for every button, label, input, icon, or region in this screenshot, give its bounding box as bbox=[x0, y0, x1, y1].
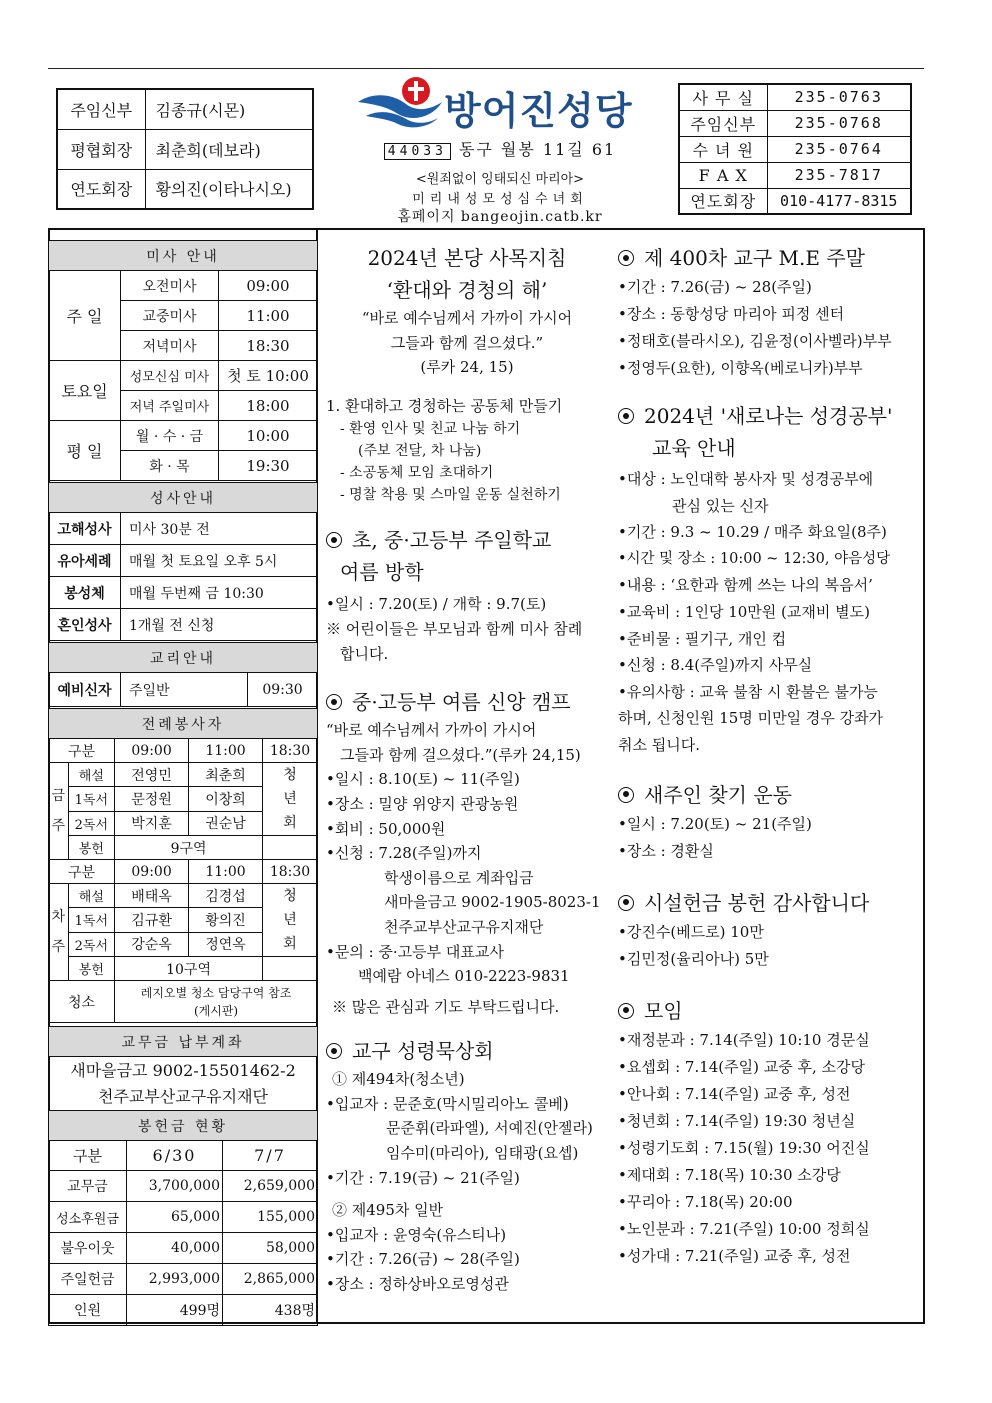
owner-title: 새주인 찾기 운동 bbox=[644, 782, 792, 807]
retreat-item: •기간 : 7.19(금) ~ 21(주일) bbox=[326, 1168, 520, 1187]
me-title: 제 400차 교구 M.E 주말 bbox=[644, 246, 865, 270]
account-number: 새마을금고 9002-15501462-2 bbox=[70, 1060, 296, 1080]
school-title: 초, 중·고등부 주일학교 bbox=[352, 528, 552, 553]
pastoral-item: 1. 환대하고 경청하는 공동체 만들기 bbox=[326, 396, 563, 415]
staff-role: 평협회장 bbox=[57, 129, 145, 169]
camp-item: 학생이름으로 계좌입금 bbox=[384, 868, 534, 887]
meeting-item: •요셉회 : 7.14(주일) 교중 후, 소강당 bbox=[618, 1057, 866, 1076]
retreat-item: •입교자 : 문준호(막시밀리아노 콜베) bbox=[326, 1094, 569, 1113]
cleaning-text: 레지오별 청소 담당구역 참조 bbox=[140, 985, 292, 1000]
account-section-title: 교무금 납부계좌 bbox=[49, 1027, 318, 1057]
liturgy-head: 구분 bbox=[49, 739, 115, 763]
camp-quote: 그들과 함께 걸으셨다.”(루카 24,15) bbox=[340, 745, 581, 764]
mass-table bbox=[48, 240, 318, 481]
camp-item: 백예람 아네스 010-2223-9831 bbox=[358, 967, 570, 986]
postal-code: 44033 bbox=[384, 143, 451, 160]
liturgy-head: 11:00 bbox=[189, 860, 263, 884]
mass-section-title: 미사 안내 bbox=[49, 241, 318, 271]
camp-item: •장소 : 밀양 위양지 관광농원 bbox=[326, 794, 519, 813]
offering-area: 10구역 bbox=[115, 957, 263, 981]
offering-amount: 2,993,000 bbox=[127, 1264, 223, 1295]
offering-label: 불우이웃 bbox=[49, 1233, 127, 1264]
mass-name: 교중미사 bbox=[121, 301, 219, 331]
camp-item: •일시 : 8.10(토) ~ 11(주일) bbox=[326, 770, 520, 789]
sacrament-name: 유아세례 bbox=[49, 545, 121, 577]
bible-title-2: 교육 안내 bbox=[652, 436, 736, 460]
address-text: 동구 월봉 11길 61 bbox=[458, 140, 617, 159]
meeting-item: •성가대 : 7.21(주일) 교중 후, 성전 bbox=[618, 1246, 851, 1265]
subtitle-mary: <원죄없이 잉태되신 마리아> bbox=[415, 172, 585, 187]
mass-name: 월 · 수 · 금 bbox=[121, 421, 219, 451]
bible-item: •대상 : 노인대학 봉사자 및 성경공부에 bbox=[618, 470, 874, 488]
retreat-title: 교구 성령묵상회 bbox=[352, 1039, 494, 1064]
pastoral-quote: 그들과 함께 걸으셨다.” bbox=[390, 333, 544, 352]
retreat-item: •기간 : 7.26(금) ~ 28(주일) bbox=[326, 1250, 520, 1269]
bible-item: •기간 : 9.3 ~ 10.29 / 매주 화요일(8주) bbox=[618, 523, 887, 542]
pastoral-item: - 명찰 착용 및 스마일 운동 실천하기 bbox=[340, 487, 561, 504]
offering-section-title: 봉헌금 현황 bbox=[49, 1111, 318, 1141]
contact-table bbox=[678, 83, 912, 215]
offering-label: 교무금 bbox=[49, 1171, 127, 1202]
owner-item: •장소 : 경환실 bbox=[618, 841, 714, 860]
youth-group: 청년회 bbox=[263, 884, 318, 957]
camp-item: 천주교부산교구유지재단 bbox=[384, 917, 544, 936]
meeting-item: •제대회 : 7.18(목) 10:30 소강당 bbox=[618, 1165, 841, 1184]
liturgy-table bbox=[48, 708, 318, 1023]
school-item: •일시 : 7.20(토) / 개학 : 9.7(토) bbox=[326, 595, 547, 614]
server: 정연옥 bbox=[189, 932, 263, 956]
offering-amount: 2,659,000 bbox=[223, 1171, 318, 1202]
contact-label: 주임신부 bbox=[679, 110, 767, 136]
cleaning-text-2: (게시판) bbox=[193, 1003, 239, 1018]
retreat-item: ① 제494차(청소년) bbox=[332, 1070, 465, 1089]
me-item: •장소 : 동항성당 마리아 피정 센터 bbox=[618, 305, 845, 323]
staff-role: 연도회장 bbox=[57, 169, 145, 209]
liturgy-head: 구분 bbox=[49, 860, 115, 884]
liturgy-section-title: 전례봉사자 bbox=[49, 709, 318, 739]
bullet-circle-icon bbox=[618, 408, 634, 424]
retreat-item: ② 제495차 일반 bbox=[332, 1201, 444, 1220]
sacrament-table bbox=[48, 482, 318, 641]
offering-amount: 438명 bbox=[223, 1295, 318, 1326]
bullet-circle-icon bbox=[618, 895, 634, 911]
meeting-item: •성령기도회 : 7.15(월) 19:30 어진실 bbox=[618, 1138, 870, 1157]
bible-item: 취소 됩니다. bbox=[618, 735, 700, 754]
mass-time: 18:00 bbox=[219, 391, 318, 421]
sacrament-section-title: 성사안내 bbox=[49, 483, 318, 513]
bible-item: •신청 : 8.4(주일)까지 사무실 bbox=[618, 656, 813, 675]
church-logo bbox=[356, 74, 446, 130]
sacrament-time: 미사 30분 전 bbox=[121, 513, 318, 545]
offering-amount: 58,000 bbox=[223, 1233, 318, 1264]
meeting-item: •청년회 : 7.14(주일) 19:30 청년실 bbox=[618, 1111, 856, 1130]
camp-item: •회비 : 50,000원 bbox=[326, 819, 446, 838]
me-item: •기간 : 7.26(금) ~ 28(주일) bbox=[618, 278, 812, 296]
church-name: 방어진성당 bbox=[444, 89, 633, 133]
sacrament-name: 고해성사 bbox=[49, 513, 121, 545]
role: 1독서 bbox=[68, 908, 115, 932]
contact-label: 연도회장 bbox=[679, 188, 767, 214]
server: 문정원 bbox=[115, 787, 189, 811]
offering-head: 구분 bbox=[49, 1141, 127, 1171]
offering-label: 주일헌금 bbox=[49, 1264, 127, 1295]
sunday-label: 주 일 bbox=[49, 271, 121, 361]
contact-label: 사 무 실 bbox=[679, 84, 767, 110]
mass-name: 오전미사 bbox=[121, 271, 219, 301]
bullet-circle-icon bbox=[618, 787, 634, 803]
bible-item: 하며, 신청인원 15명 미만일 경우 강좌가 bbox=[618, 709, 884, 728]
camp-quote: “바로 예수님께서 가까이 가시어 bbox=[326, 721, 537, 740]
doctrine-section-title: 교리안내 bbox=[49, 643, 318, 673]
staff-name: 최춘희(데보라) bbox=[145, 129, 313, 169]
server: 김규환 bbox=[115, 908, 189, 932]
thanks-item: •강진수(베드로) 10만 bbox=[618, 922, 764, 941]
meeting-title: 모임 bbox=[644, 998, 683, 1023]
top-rule bbox=[48, 68, 924, 69]
liturgy-head: 09:00 bbox=[115, 860, 189, 884]
mass-time: 10:00 bbox=[219, 421, 318, 451]
staff-name: 황의진(이타나시오) bbox=[145, 169, 313, 209]
cleaning-label: 청소 bbox=[49, 981, 115, 1023]
pastoral-title: 2024년 본당 사목지침 bbox=[367, 246, 567, 270]
homepage[interactable]: 홈페이지 bangeojin.catb.kr bbox=[397, 209, 603, 225]
pastoral-item: (주보 전달, 차 나눔) bbox=[358, 443, 482, 460]
doctrine-class: 주일반 bbox=[121, 673, 248, 707]
role: 해설 bbox=[68, 763, 115, 787]
bullet-circle-icon bbox=[326, 1043, 342, 1059]
meeting-item: •재정분과 : 7.14(주일) 10:10 경문실 bbox=[618, 1030, 870, 1049]
contact-number: 235-0768 bbox=[767, 110, 911, 136]
server: 최춘희 bbox=[189, 763, 263, 787]
liturgy-head: 09:00 bbox=[115, 739, 189, 763]
role: 1독서 bbox=[68, 787, 115, 811]
server: 박지훈 bbox=[115, 811, 189, 835]
staff-name: 김종규(시몬) bbox=[145, 89, 313, 129]
bullet-circle-icon bbox=[618, 250, 634, 266]
retreat-item: •입교자 : 윤영숙(유스티나) bbox=[326, 1225, 507, 1244]
youth-group: 청년회 bbox=[263, 763, 318, 836]
bible-item: •준비물 : 필기구, 개인 컵 bbox=[618, 629, 787, 648]
server: 권순남 bbox=[189, 811, 263, 835]
offering-amount: 40,000 bbox=[127, 1233, 223, 1264]
retreat-item: •장소 : 정하상바오로영성관 bbox=[326, 1275, 509, 1294]
contact-number: 235-7817 bbox=[767, 162, 911, 188]
staff-role: 주임신부 bbox=[57, 89, 145, 129]
saturday-label: 토요일 bbox=[49, 361, 121, 421]
mass-name: 저녁 주일미사 bbox=[121, 391, 219, 421]
retreat-item: 임수미(마리아), 임태광(요셉) bbox=[386, 1144, 579, 1163]
account-table bbox=[48, 1026, 318, 1111]
contact-number: 235-0764 bbox=[767, 136, 911, 162]
contact-number: 235-0763 bbox=[767, 84, 911, 110]
subtitle-sisters: 미리내성모성심수녀회 bbox=[412, 192, 588, 207]
bible-item: 관심 있는 신자 bbox=[672, 496, 769, 515]
meeting-item: •노인분과 : 7.21(주일) 10:00 정희실 bbox=[618, 1219, 870, 1238]
bible-item: •유의사항 : 교육 불참 시 환불은 불가능 bbox=[618, 682, 878, 701]
mass-name: 저녁미사 bbox=[121, 331, 219, 361]
bible-item: •교육비 : 1인당 10만원 (교재비 별도) bbox=[618, 602, 870, 621]
me-item: •정영두(요한), 이향옥(베로니카)부부 bbox=[618, 359, 863, 377]
contact-label: 수 녀 원 bbox=[679, 136, 767, 162]
contact-label: F A X bbox=[679, 162, 767, 188]
pastoral-quote-ref: (루카 24, 15) bbox=[420, 358, 514, 377]
role: 해설 bbox=[68, 884, 115, 908]
sacrament-time: 매월 첫 토요일 오후 5시 bbox=[121, 545, 318, 577]
sacrament-time: 매월 두번째 금 10:30 bbox=[121, 577, 318, 609]
account-holder: 천주교부산교구유지재단 bbox=[97, 1086, 269, 1106]
bullet-circle-icon bbox=[618, 1003, 634, 1019]
offering-amount: 65,000 bbox=[127, 1202, 223, 1233]
role: 봉헌 bbox=[68, 836, 115, 860]
offering-label: 인원 bbox=[49, 1295, 127, 1326]
owner-item: •일시 : 7.20(토) ~ 21(주일) bbox=[618, 814, 812, 833]
school-title-2: 여름 방학 bbox=[340, 560, 424, 585]
liturgy-head: 18:30 bbox=[263, 860, 318, 884]
offering-head: 7/7 bbox=[223, 1141, 318, 1171]
contact-number: 010-4177-8315 bbox=[767, 188, 911, 214]
school-item: ※ 어린이들은 부모님과 함께 미사 참례 bbox=[326, 619, 583, 638]
camp-item: •신청 : 7.28(주일)까지 bbox=[326, 844, 482, 863]
server: 황의진 bbox=[189, 908, 263, 932]
server: 김경섭 bbox=[189, 884, 263, 908]
mass-name: 화 · 목 bbox=[121, 451, 219, 481]
mass-name: 성모신심 미사 bbox=[121, 361, 219, 391]
retreat-item: 문준휘(라파엘), 서예진(안젤라) bbox=[386, 1119, 593, 1138]
middle-column bbox=[326, 242, 608, 1297]
thanks-item: •김민정(율리아나) 5만 bbox=[618, 949, 769, 968]
doctrine-time: 09:30 bbox=[248, 673, 318, 707]
server: 이창희 bbox=[189, 787, 263, 811]
thanks-title: 시설헌금 봉헌 감사합니다 bbox=[644, 890, 870, 915]
school-item: 합니다. bbox=[340, 644, 389, 663]
offering-table bbox=[48, 1110, 318, 1326]
bullet-circle-icon bbox=[326, 694, 342, 710]
doctrine-table bbox=[48, 642, 318, 707]
sacrament-name: 봉성체 bbox=[49, 577, 121, 609]
offering-amount: 2,865,000 bbox=[223, 1264, 318, 1295]
bible-item: •시간 및 장소 : 10:00 ~ 12:30, 야음성당 bbox=[618, 550, 891, 567]
offering-label: 성소후원금 bbox=[49, 1202, 127, 1233]
role: 봉헌 bbox=[68, 957, 115, 981]
role: 2독서 bbox=[68, 811, 115, 835]
me-item: •정태호(블라시오), 김윤정(이사벨라)부부 bbox=[618, 332, 892, 350]
offering-amount: 155,000 bbox=[223, 1202, 318, 1233]
sacrament-time: 1개월 전 신청 bbox=[121, 609, 318, 641]
role: 2독서 bbox=[68, 932, 115, 956]
bullet-circle-icon bbox=[326, 532, 342, 548]
mass-time: 11:00 bbox=[219, 301, 318, 331]
staff-table bbox=[56, 88, 314, 210]
pastoral-quote: “바로 예수님께서 가까이 가시어 bbox=[361, 309, 573, 327]
meeting-item: •안나회 : 7.14(주일) 교중 후, 성전 bbox=[618, 1084, 851, 1103]
mass-time: 18:30 bbox=[219, 331, 318, 361]
offering-amount: 499명 bbox=[127, 1295, 223, 1326]
pastoral-item: - 소공동체 모임 초대하기 bbox=[340, 465, 494, 482]
mass-time: 09:00 bbox=[219, 271, 318, 301]
week1-label: 금주 bbox=[49, 763, 69, 860]
offering-area: 9구역 bbox=[115, 836, 263, 860]
server: 강순옥 bbox=[115, 932, 189, 956]
pastoral-item: - 환영 인사 및 친교 나눔 하기 bbox=[340, 421, 521, 438]
right-column bbox=[618, 242, 918, 1270]
camp-item: •문의 : 중·고등부 대표교사 bbox=[326, 942, 504, 961]
sacrament-name: 혼인성사 bbox=[49, 609, 121, 641]
offering-head: 6/30 bbox=[127, 1141, 223, 1171]
server: 전영민 bbox=[115, 763, 189, 787]
bible-item: •내용 : ‘요한과 함께 쓰는 나의 복음서’ bbox=[618, 576, 873, 595]
camp-item: 새마을금고 9002-1905-8023-1 bbox=[384, 893, 601, 912]
mass-time: 첫 토 10:00 bbox=[219, 361, 318, 391]
server: 배태옥 bbox=[115, 884, 189, 908]
week2-label: 차주 bbox=[49, 884, 69, 981]
doctrine-name: 예비신자 bbox=[49, 673, 121, 707]
meeting-item: •꾸리아 : 7.18(목) 20:00 bbox=[618, 1192, 793, 1211]
liturgy-head: 11:00 bbox=[189, 739, 263, 763]
mass-time: 19:30 bbox=[219, 451, 318, 481]
camp-note: ※ 많은 관심과 기도 부탁드립니다. bbox=[332, 997, 560, 1016]
camp-title: 중·고등부 여름 신앙 캠프 bbox=[352, 690, 571, 715]
liturgy-head: 18:30 bbox=[263, 739, 318, 763]
weekday-label: 평 일 bbox=[49, 421, 121, 481]
bible-title: 2024년 '새로나는 성경공부' bbox=[644, 404, 893, 428]
address bbox=[330, 137, 670, 160]
pastoral-theme: ‘환대와 경청의 해’ bbox=[386, 278, 548, 302]
offering-amount: 3,700,000 bbox=[127, 1171, 223, 1202]
